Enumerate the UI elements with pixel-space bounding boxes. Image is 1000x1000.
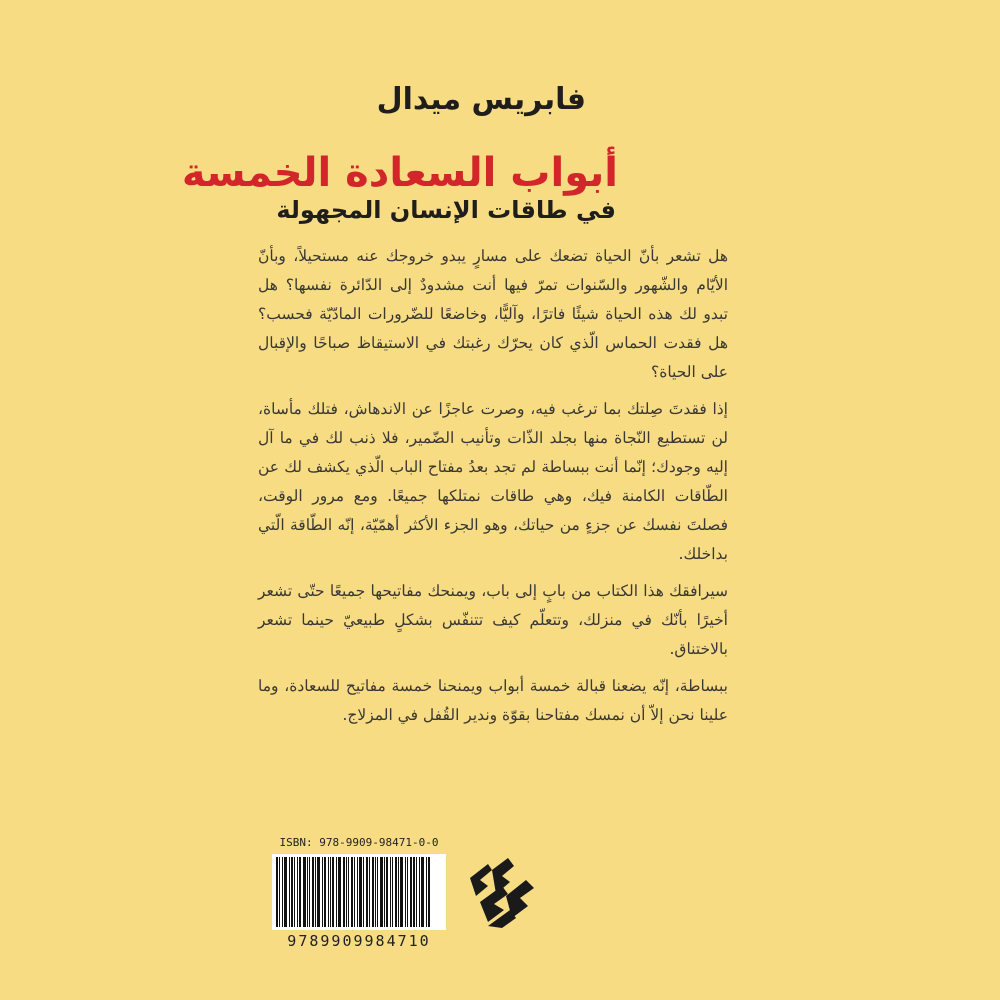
barcode-bar (328, 857, 329, 927)
barcode-bar (359, 857, 362, 927)
barcode-bar (357, 857, 358, 927)
barcode-bar (276, 857, 278, 927)
barcode-bar (307, 857, 308, 927)
blurb-paragraph: سيرافقك هذا الكتاب من بابٍ إلى باب، ويمنحك مفاتيحها جميعًا حتّى تشعر أخيرًا بأنّك في منزلك، وتتعلّم كيف تتنفّس بشكلٍ طبيعيّ حينما تشعر بالاختناق. (258, 582, 728, 658)
barcode-bar (369, 857, 370, 927)
blurb-paragraph: ببساطة، إنّه يضعنا قبالة خمسة أبواب ويمنحنا خمسة مفاتيح للسعادة، وما علينا نحن إلاّ أن نمسك مفتاحنا بقوّة وندير القُفل في المزلاج. (258, 677, 728, 724)
barcode-bar (312, 857, 314, 927)
barcode-bar (324, 857, 326, 927)
barcode-bar (390, 857, 391, 927)
barcode-bar (322, 857, 323, 927)
barcode-bar (282, 857, 283, 927)
barcode-bar (380, 857, 383, 927)
barcode-bar (338, 857, 341, 927)
barcode-bar (426, 857, 427, 927)
barcode-bar (309, 857, 310, 927)
barcode-bar (372, 857, 374, 927)
barcode-bar (410, 857, 412, 927)
isbn-label: ISBN: 978-9909-98471-0-0 (279, 836, 439, 849)
barcode-bar (303, 857, 306, 927)
blurb-paragraph: هل تشعر بأنّ الحياة تضعك على مسارٍ يبدو خروجك عنه مستحيلاً، وبأنّ الأيّام والشّهور والسّنوات تمرّ فيها أنت مشدودٌ إلى الدّائرة نفسها؟ هل تبدو لك هذه الحياة شيئًا فاترًا، وآليًّا، وخاضعًا للضّرورات المادّيّة فحسب؟ هل فقدت الحماس الّذي كان يحرّك رغبتك في الاستيقاظ صباحًا والإقبال على الحياة؟ (258, 247, 728, 381)
blurb-paragraph: إذا فقدتَ صِلتك بما ترغب فيه، وصرت عاجزًا عن الاندهاش، فتلك مأساة، لن تستطيع النّجاة منها بجلد الذّات وتأنيب الضّمير، فلا ذنب لك في ما آل إليه وجودك؛ إنّما أنت ببساطة لم تجد بعدُ مفتاح الباب الّذي يكشف لك عن الطّاقات الكامنة فيك، وهي طاقات نمتلكها جميعًا. ومع مرور الوقت، فصلتَ نفسك عن جزءٍ من حياتك، وهو الجزء الأكثر أهمّيّة، إنّه الطّاقة الّتي بداخلك. (258, 400, 728, 563)
book-title: أبواب السعادة الخمسة (181, 150, 618, 196)
barcode-bar (421, 857, 424, 927)
barcode-bar (348, 857, 349, 927)
barcode-bar (279, 857, 280, 927)
barcode-bar (395, 857, 397, 927)
barcode-bar (377, 857, 378, 927)
barcode-bar (386, 857, 388, 927)
barcode-bar (405, 857, 406, 927)
barcode-number: 9789909984710 (287, 932, 431, 950)
barcode-bar (297, 857, 298, 927)
barcode-bar (363, 857, 364, 927)
barcode-bar (419, 857, 420, 927)
barcode-bars (272, 854, 446, 930)
barcode-bar (332, 857, 334, 927)
barcode-bar (354, 857, 355, 927)
barcode-bar (299, 857, 301, 927)
barcode-bar (398, 857, 399, 927)
blurb (258, 242, 728, 738)
barcode-bar (413, 857, 415, 927)
barcode-bar (384, 857, 385, 927)
barcode-bar (400, 857, 403, 927)
barcode-bar (315, 857, 316, 927)
barcode-bar (330, 857, 331, 927)
barcode-bar (343, 857, 345, 927)
barcode-bar (416, 857, 417, 927)
barcode-bar (407, 857, 408, 927)
barcode-bar (428, 857, 430, 927)
barcode-bar (317, 857, 320, 927)
barcode-bar (336, 857, 337, 927)
barcode-bar (291, 857, 293, 927)
barcode-bar (351, 857, 353, 927)
barcode-bar (375, 857, 376, 927)
barcode-bar (284, 857, 287, 927)
barcode-bar (392, 857, 393, 927)
book-subtitle: في طاقات الإنسان المجهولة (276, 196, 616, 224)
barcode-bar (289, 857, 290, 927)
publisher-logo-icon (462, 856, 538, 932)
barcode-bar (346, 857, 347, 927)
author-name: فابريس ميدال (376, 82, 586, 117)
barcode-bar (366, 857, 368, 927)
barcode (268, 836, 450, 954)
barcode-bar (294, 857, 295, 927)
